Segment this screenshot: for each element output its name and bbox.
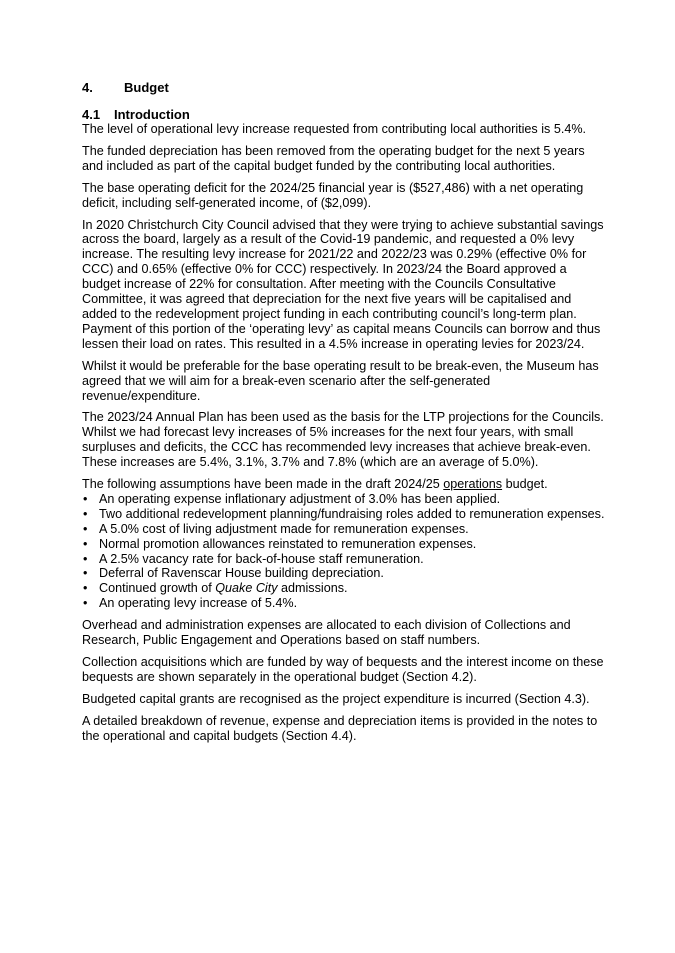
- list-item: [82, 581, 605, 596]
- paragraph-acquisitions: Collection acquisitions which are funded by way of bequests and the interest income on these bequests are shown separately in the operational budget (Section 4.2).: [82, 655, 604, 684]
- quake-before: Continued growth of: [99, 581, 216, 596]
- paragraph-operating-deficit: The base operating deficit for the 2024/25 financial year is ($527,486) with a net operating deficit, including self-generated income, of ($2,099).: [82, 180, 584, 210]
- paragraph-breakdown: A detailed breakdown of revenue, expense and depreciation items is provided in the notes to the operational and capital budgets (Section 4.4).: [82, 713, 598, 743]
- list-item: • An operating levy increase of 5.4%.: [82, 596, 605, 611]
- section-heading: [82, 80, 605, 95]
- paragraph-break-even: Whilst it would be preferable for the base operating result to be break-even, the Museum has agreed that we will aim for a break-even scenario after the self-generated revenue/expenditure.: [82, 358, 599, 403]
- subsection-heading: [82, 107, 605, 122]
- list-item: • Normal promotion allowances reinstated to remuneration expenses.: [82, 537, 605, 552]
- paragraph-overhead: Overhead and administration expenses are allocated to each division of Collections and Research, Public Engagement and Operations based on staff numbers.: [82, 618, 571, 648]
- assumptions-intro: [82, 477, 605, 492]
- paragraph-funded-depreciation: The funded depreciation has been removed from the operating budget for the next 5 years and included as part of the capital budget funded by the contributing local authorities.: [82, 143, 585, 173]
- paragraph-history: In 2020 Christchurch City Council advised that they were trying to achieve substantial savings across the board, largely as a result of the Covid-19 pandemic, and requested a 0% levy increase. The resulting levy increase for 2021/22 and 2022/23 was 0.29% (effective 0% for CCC) and 0.65% (effective 0% for CCC) respectively. In 2023/24 the Board approved a budget increase of 22% for consultation. After meeting with the Councils Consultative Committee, it was agreed that depreciation for the next five years will be capitalised and added to the redevelopment project funding in each contributing council’s long-term plan. Payment of this portion of the ‘operating levy’ as capital means Councils can borrow and thus lessen their load on rates. This resulted in a 4.5% increase in operating levies for 2023/24.: [82, 217, 604, 351]
- subsection-title: Introduction: [114, 107, 190, 122]
- list-item: • Two additional redevelopment planning/fundraising roles added to remuneration expenses.: [82, 507, 605, 522]
- assumptions-intro-before: The following assumptions have been made in the draft 2024/25: [82, 477, 444, 492]
- quake-after: admissions.: [277, 581, 348, 596]
- paragraph-annual-plan: The 2023/24 Annual Plan has been used as the basis for the LTP projections for the Councils. Whilst we had forecast levy increases of 5% increases for the next four years, with small surpluses and deficits, the CCC has recommended levy increases that achieve break-even. These increases are 5.4%, 3.1%, 3.7% and 7.8% (which are an average of 5.0%).: [82, 410, 604, 470]
- assumptions-intro-underlined: operations: [443, 477, 503, 492]
- paragraph-levy-increase: The level of operational levy increase requested from contributing local authorities is 5.4%.: [82, 122, 587, 136]
- list-item: • A 5.0% cost of living adjustment made for remuneration expenses.: [82, 522, 605, 537]
- assumptions-list: [82, 492, 605, 611]
- subsection-number: 4.1: [82, 107, 101, 122]
- assumptions-intro-after: budget.: [502, 477, 548, 492]
- list-item: • A 2.5% vacancy rate for back-of-house staff remuneration.: [82, 552, 605, 567]
- paragraph-capital-grants: Budgeted capital grants are recognised as the project expenditure is incurred (Section 4.3).: [82, 691, 590, 706]
- list-item: • An operating expense inflationary adjustment of 3.0% has been applied.: [82, 492, 605, 507]
- section-number: 4.: [82, 80, 93, 95]
- list-item: • Deferral of Ravenscar House building depreciation.: [82, 566, 605, 581]
- section-title: Budget: [124, 80, 169, 95]
- quake-city-name: Quake City: [215, 581, 278, 596]
